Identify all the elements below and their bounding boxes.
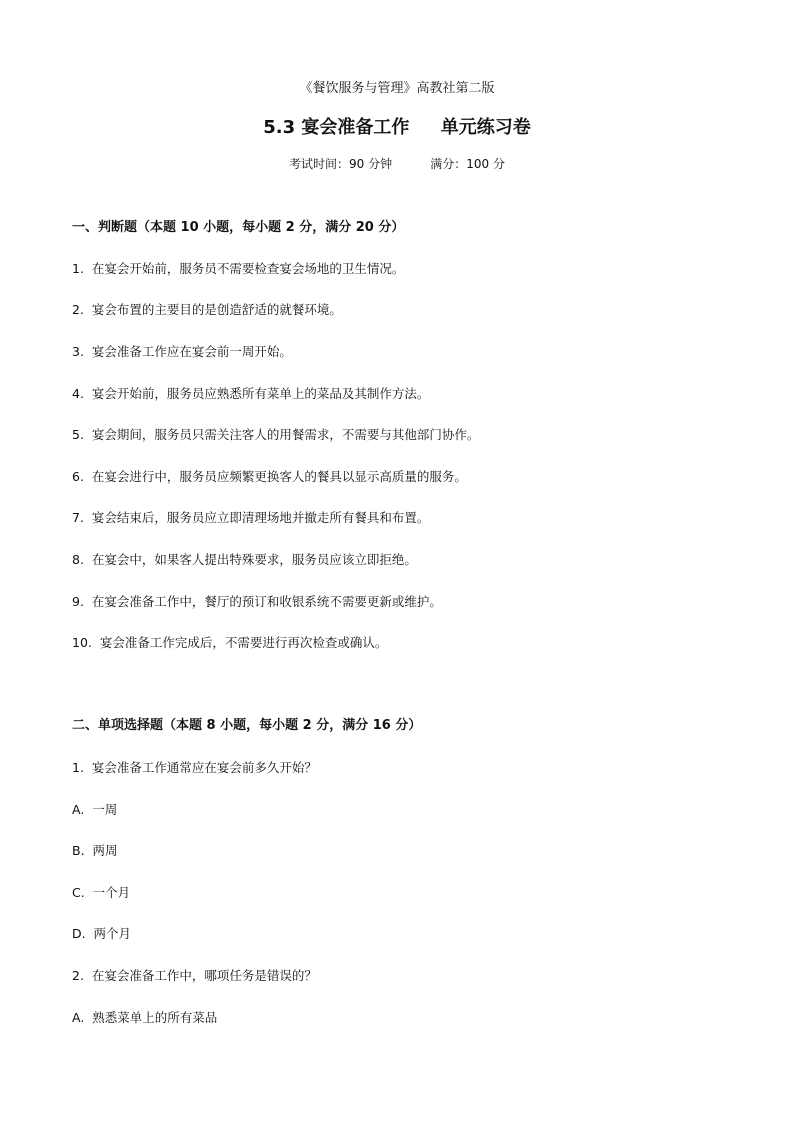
true-false-question: 4. 宴会开始前，服务员应熟悉所有菜单上的菜品及其制作方法。 — [72, 386, 430, 401]
choice-question: 2. 在宴会准备工作中，哪项任务是错误的？ — [72, 968, 317, 983]
choice-option: C. 一个月 — [72, 885, 131, 900]
section-2-heading: 二、单项选择题（本题 8 小题，每小题 2 分，满分 16 分） — [72, 718, 422, 733]
true-false-question: 1. 在宴会开始前，服务员不需要检查宴会场地的卫生情况。 — [72, 261, 405, 276]
true-false-question: 9. 在宴会准备工作中，餐厅的预订和收银系统不需要更新或维护。 — [72, 594, 442, 609]
true-false-question: 8. 在宴会中，如果客人提出特殊要求，服务员应该立即拒绝。 — [72, 552, 417, 567]
choice-option: A. 一周 — [72, 802, 118, 817]
true-false-question: 10. 宴会准备工作完成后，不需要进行再次检查或确认。 — [72, 635, 388, 650]
document-title: 5.3 宴会准备工作 单元练习卷 — [263, 117, 531, 138]
exam-meta — [0, 154, 794, 174]
true-false-question: 5. 宴会期间，服务员只需关注客人的用餐需求，不需要与其他部门协作。 — [72, 427, 480, 442]
true-false-question: 7. 宴会结束后，服务员应立即清理场地并撤走所有餐具和布置。 — [72, 510, 430, 525]
true-false-question: 2. 宴会布置的主要目的是创造舒适的就餐环境。 — [72, 302, 342, 317]
full-score: 满分：100 分 — [430, 157, 505, 171]
document-subtitle: 《餐饮服务与管理》高教社第二版 — [299, 81, 495, 96]
choice-option: D. 两个月 — [72, 926, 132, 941]
exam-time: 考试时间：90 分钟 — [289, 157, 393, 171]
section-1-heading: 一、判断题（本题 10 小题，每小题 2 分，满分 20 分） — [72, 220, 405, 235]
choice-option: A. 熟悉菜单上的所有菜品 — [72, 1010, 218, 1025]
choice-question: 1. 宴会准备工作通常应在宴会前多久开始？ — [72, 760, 317, 775]
choice-option: B. 两周 — [72, 843, 118, 858]
true-false-question: 3. 宴会准备工作应在宴会前一周开始。 — [72, 344, 292, 359]
true-false-question: 6. 在宴会进行中，服务员应频繁更换客人的餐具以显示高质量的服务。 — [72, 469, 467, 484]
